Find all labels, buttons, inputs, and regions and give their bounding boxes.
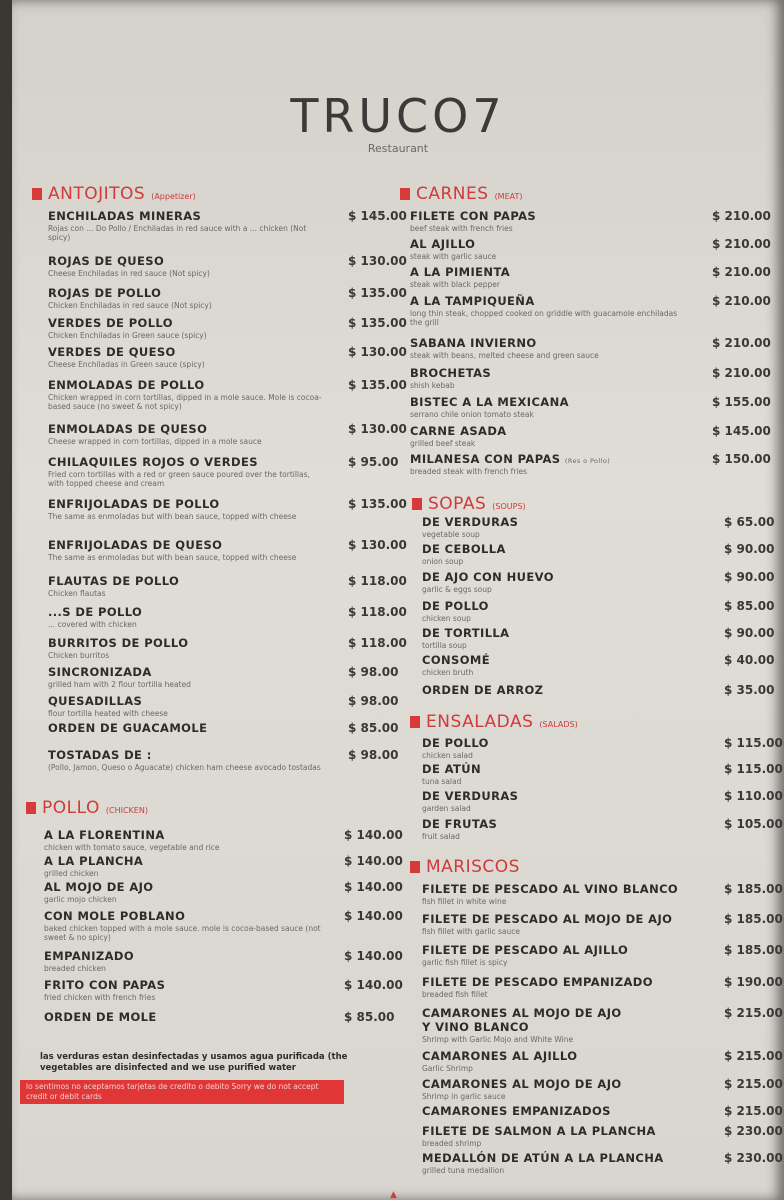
menu-item xyxy=(422,626,776,650)
menu-item xyxy=(422,1151,783,1175)
item-price: $ 130.00 xyxy=(348,254,407,268)
item-name: DE POLLO xyxy=(422,599,489,613)
hygiene-note: las verduras estan desinfectadas y usamos agua purificada (the vegetables are disinfected and we use purified water xyxy=(40,1052,348,1073)
item-description: garden salad xyxy=(422,804,471,813)
item-price: $ 230.00 xyxy=(724,1124,783,1138)
menu-item xyxy=(48,694,399,718)
item-name: A LA PIMIENTA xyxy=(410,265,511,279)
menu-item xyxy=(422,515,776,539)
item-description: breaded fish fillet xyxy=(422,990,488,999)
item-description: grilled chicken xyxy=(44,869,99,878)
item-price: $ 210.00 xyxy=(712,265,771,279)
item-name: DE VERDURAS xyxy=(422,789,519,803)
item-price: $ 90.00 xyxy=(724,542,775,556)
item-price: $ 190.00 xyxy=(724,975,783,989)
item-description: grilled tuna medallion xyxy=(422,1166,505,1175)
menu-item xyxy=(422,1077,783,1101)
section-marker-icon xyxy=(32,188,42,200)
menu-item xyxy=(48,316,407,340)
section-antojitos xyxy=(32,184,196,204)
item-name-extra: (Res o Pollo) xyxy=(564,457,611,465)
section-marker-icon xyxy=(400,188,410,200)
menu-item xyxy=(410,209,776,233)
menu-item xyxy=(48,497,407,521)
item-price: $ 98.00 xyxy=(348,748,399,762)
item-description: beef steak with french fries xyxy=(410,224,513,233)
menu-item xyxy=(410,395,776,419)
item-price: $ 110.00 xyxy=(724,789,783,803)
item-description: serrano chile onion tomato steak xyxy=(410,410,534,419)
item-price: $ 40.00 xyxy=(724,653,775,667)
item-price: $ 135.00 xyxy=(348,316,407,330)
menu-item xyxy=(422,1006,783,1044)
item-description: Chicken burritos xyxy=(48,651,110,660)
item-description: ... covered with chicken xyxy=(48,620,137,629)
item-name: ENMOLADAS DE QUESO xyxy=(48,422,208,436)
item-description: chicken bruth xyxy=(422,668,474,677)
item-price: $ 95.00 xyxy=(348,455,399,469)
menu-item xyxy=(48,254,407,278)
item-description: (Pollo, Jamon, Queso o Aguacate) chicken ham cheese avocado tostadas xyxy=(48,763,321,772)
item-price: $ 140.00 xyxy=(344,909,403,923)
item-description: Chicken Enchiladas in red sauce (Not spicy) xyxy=(48,301,212,310)
item-name: DE ATÚN xyxy=(422,762,482,776)
item-description: fried chicken with french fries xyxy=(44,993,156,1002)
item-price: $ 155.00 xyxy=(712,395,771,409)
menu-item xyxy=(48,538,407,562)
item-description: Fried corn tortillas with a red or green sauce poured over the tortillas, with topped cheese and cream xyxy=(48,470,310,488)
menu-item xyxy=(422,912,783,936)
item-price: $ 98.00 xyxy=(348,665,399,679)
item-price: $ 115.00 xyxy=(724,762,783,776)
item-description: garlic fish fillet is spicy xyxy=(422,958,508,967)
section-title: MARISCOS xyxy=(426,857,520,877)
item-name: VERDES DE QUESO xyxy=(48,345,176,359)
menu-item xyxy=(44,978,403,1002)
item-name: A LA PLANCHA xyxy=(44,854,144,868)
section-subtitle: (SOUPS) xyxy=(492,502,526,511)
item-name: ORDEN DE ARROZ xyxy=(422,683,544,697)
menu-item xyxy=(410,265,776,289)
item-name: QUESADILLAS xyxy=(48,694,143,708)
restaurant-subtitle: Restaurant xyxy=(367,142,429,155)
item-name: CAMARONES EMPANIZADOS xyxy=(422,1104,611,1118)
section-carnes xyxy=(400,184,523,204)
item-description: onion soup xyxy=(422,557,464,566)
section-title: SOPAS xyxy=(428,494,487,514)
section-title: ENSALADAS xyxy=(426,712,534,732)
menu-item xyxy=(48,209,407,242)
item-price: $ 150.00 xyxy=(712,452,771,466)
section-subtitle: (MEAT) xyxy=(494,192,523,201)
item-name: ...S DE POLLO xyxy=(48,605,143,619)
section-title: CARNES xyxy=(416,184,489,204)
item-price: $ 215.00 xyxy=(724,1049,783,1063)
section-sopas xyxy=(412,494,526,514)
item-name: BURRITOS DE POLLO xyxy=(48,636,189,650)
item-price: $ 130.00 xyxy=(348,538,407,552)
item-price: $ 135.00 xyxy=(348,497,407,511)
menu-item xyxy=(410,452,776,476)
menu-page xyxy=(12,0,784,1200)
menu-item xyxy=(422,599,776,623)
item-price: $ 65.00 xyxy=(724,515,775,529)
item-description: tuna salad xyxy=(422,777,462,786)
item-description: tortilla soup xyxy=(422,641,467,650)
item-name: DE AJO CON HUEVO xyxy=(422,570,554,584)
item-description: Shrimp with Garlic Mojo and White Wine xyxy=(422,1035,574,1044)
item-description: long thin steak, chopped cooked on griddle with guacamole enchiladas the grill xyxy=(410,309,678,327)
item-name: CAMARONES AL MOJO DE AJO xyxy=(422,1006,622,1020)
item-name: FILETE DE SALMON A LA PLANCHA xyxy=(422,1124,656,1138)
item-price: $ 145.00 xyxy=(348,209,407,223)
item-description: chicken salad xyxy=(422,751,473,760)
item-price: $ 35.00 xyxy=(724,683,775,697)
menu-item xyxy=(44,880,403,904)
item-price: $ 130.00 xyxy=(348,422,407,436)
item-description: vegetable soup xyxy=(422,530,480,539)
item-price: $ 118.00 xyxy=(348,574,407,588)
menu-item xyxy=(422,817,783,841)
menu-item xyxy=(48,721,399,735)
section-subtitle: (Appetizer) xyxy=(151,192,196,201)
item-price: $ 140.00 xyxy=(344,978,403,992)
item-name: DE CEBOLLA xyxy=(422,542,506,556)
item-name-line2: Y VINO BLANCO xyxy=(422,1020,529,1034)
item-description: Chicken flautas xyxy=(48,589,106,598)
menu-item xyxy=(422,975,783,999)
menu-item xyxy=(48,574,407,598)
item-price: $ 115.00 xyxy=(724,736,783,750)
item-name: DE FRUTAS xyxy=(422,817,498,831)
item-price: $ 185.00 xyxy=(724,882,783,896)
menu-item xyxy=(410,294,776,327)
item-description: fish fillet in white wine xyxy=(422,897,507,906)
menu-item xyxy=(48,636,407,660)
menu-item xyxy=(422,882,783,906)
item-name: BISTEC A LA MEXICANA xyxy=(410,395,569,409)
item-name: FILETE DE PESCADO AL MOJO DE AJO xyxy=(422,912,673,926)
item-description: Cheese wrapped in corn tortillas, dipped in a mole sauce xyxy=(48,437,262,446)
item-price: $ 85.00 xyxy=(348,721,399,735)
item-price: $ 105.00 xyxy=(724,817,783,831)
item-name: ENFRIJOLADAS DE QUESO xyxy=(48,538,223,552)
section-subtitle: (CHICKEN) xyxy=(105,806,148,815)
menu-item xyxy=(410,237,776,261)
item-description: fruit salad xyxy=(422,832,460,841)
section-marker-icon xyxy=(410,716,420,728)
section-pollo xyxy=(26,798,148,818)
menu-item xyxy=(48,422,407,446)
item-price: $ 85.00 xyxy=(344,1010,395,1024)
item-description: Garlic Shrimp xyxy=(422,1064,473,1073)
item-name: CAMARONES AL MOJO DE AJO xyxy=(422,1077,622,1091)
menu-item xyxy=(422,789,783,813)
item-name: ORDEN DE GUACAMOLE xyxy=(48,721,208,735)
item-description: Cheese Enchiladas in Green sauce (spicy) xyxy=(48,360,205,369)
item-name: ORDEN DE MOLE xyxy=(44,1010,157,1024)
item-description: shish kebab xyxy=(410,381,455,390)
item-price: $ 145.00 xyxy=(712,424,771,438)
item-description: breaded shrimp xyxy=(422,1139,482,1148)
item-name: CON MOLE POBLANO xyxy=(44,909,186,923)
menu-item xyxy=(422,736,783,760)
item-description: Cheese Enchiladas in red sauce (Not spicy) xyxy=(48,269,210,278)
item-description: baked chicken topped with a mole sauce. mole is cocoa-based sauce (not sweet & no spicy) xyxy=(44,924,321,942)
item-name-main: MILANESA CON PAPAS xyxy=(410,452,561,466)
menu-item xyxy=(48,605,407,629)
section-mariscos xyxy=(410,857,520,877)
item-price: $ 140.00 xyxy=(344,854,403,868)
item-name: A LA TAMPIQUEÑA xyxy=(410,294,535,308)
menu-item xyxy=(422,542,776,566)
item-price: $ 210.00 xyxy=(712,336,771,350)
item-name: ROJAS DE QUESO xyxy=(48,254,165,268)
item-description: Shrimp in garlic sauce xyxy=(422,1092,506,1101)
section-marker-icon xyxy=(412,498,422,510)
item-price: $ 135.00 xyxy=(348,286,407,300)
menu-item xyxy=(410,336,776,360)
menu-item xyxy=(48,286,407,310)
menu-item xyxy=(48,748,399,772)
item-name: FILETE DE PESCADO AL AJILLO xyxy=(422,943,629,957)
item-name: BROCHETAS xyxy=(410,366,492,380)
item-name: CHILAQUILES ROJOS O VERDES xyxy=(48,455,258,469)
item-description: breaded steak with french fries xyxy=(410,467,528,476)
item-description: Chicken wrapped in corn tortillas, dipped in a mole sauce. Mole is cocoa-based sauce (no sweet & not spicy) xyxy=(48,393,322,411)
menu-item xyxy=(44,909,403,942)
item-description: breaded chicken xyxy=(44,964,106,973)
item-price: $ 130.00 xyxy=(348,345,407,359)
item-name: ENMOLADAS DE POLLO xyxy=(48,378,205,392)
item-name: SABANA INVIERNO xyxy=(410,336,537,350)
item-name: CAMARONES AL AJILLO xyxy=(422,1049,578,1063)
item-price: $ 118.00 xyxy=(348,605,407,619)
item-price: $ 140.00 xyxy=(344,828,403,842)
item-name: ROJAS DE POLLO xyxy=(48,286,162,300)
item-name: AL AJILLO xyxy=(410,237,476,251)
item-price: $ 185.00 xyxy=(724,943,783,957)
item-name: A LA FLORENTINA xyxy=(44,828,165,842)
item-description: steak with black pepper xyxy=(410,280,500,289)
item-description: flour tortilla heated with cheese xyxy=(48,709,168,718)
item-price: $ 140.00 xyxy=(344,949,403,963)
item-name: VERDES DE POLLO xyxy=(48,316,173,330)
menu-item xyxy=(410,424,776,448)
item-price: $ 215.00 xyxy=(724,1077,783,1091)
item-name: FLAUTAS DE POLLO xyxy=(48,574,180,588)
menu-item xyxy=(422,683,776,697)
menu-item xyxy=(422,1104,783,1118)
menu-item xyxy=(422,653,776,677)
menu-item xyxy=(44,1010,395,1024)
item-description: fish fillet with garlic sauce xyxy=(422,927,521,936)
payment-notice-banner: lo sentimos no aceptamos tarjetas de credito o debito Sorry we do not accept credit or debit cards xyxy=(20,1080,344,1104)
item-description: garlic mojo chicken xyxy=(44,895,117,904)
item-name: MEDALLÓN DE ATÚN A LA PLANCHA xyxy=(422,1151,664,1165)
menu-item xyxy=(410,366,776,390)
item-price: $ 185.00 xyxy=(724,912,783,926)
item-price: $ 85.00 xyxy=(724,599,775,613)
item-name: ENCHILADAS MINERAS xyxy=(48,209,202,223)
menu-item xyxy=(48,455,399,488)
item-name: DE VERDURAS xyxy=(422,515,519,529)
item-price: $ 90.00 xyxy=(724,626,775,640)
section-subtitle: (SALADS) xyxy=(539,720,578,729)
item-description: garlic & eggs soup xyxy=(422,585,492,594)
item-name: FRITO CON PAPAS xyxy=(44,978,166,992)
item-name: ENFRIJOLADAS DE POLLO xyxy=(48,497,220,511)
item-price: $ 230.00 xyxy=(724,1151,783,1165)
item-description: Rojas con ... Do Pollo / Enchiladas in red sauce with a ... chicken (Not spicy) xyxy=(48,224,307,242)
brand-header xyxy=(12,89,784,155)
section-ensaladas xyxy=(410,712,578,732)
item-description: chicken with tomato sauce, vegetable and rice xyxy=(44,843,220,852)
menu-item xyxy=(422,943,783,967)
item-name: FILETE DE PESCADO EMPANIZADO xyxy=(422,975,653,989)
item-description: The same as enmoladas but with bean sauce, topped with cheese xyxy=(48,553,297,562)
restaurant-name: TRUCO7 xyxy=(290,89,506,143)
menu-item xyxy=(422,762,783,786)
item-price: $ 210.00 xyxy=(712,294,771,308)
item-price: $ 118.00 xyxy=(348,636,407,650)
item-description: grilled ham with 2 flour tortilla heated xyxy=(48,680,191,689)
menu-item xyxy=(48,665,399,689)
menu-item xyxy=(44,828,403,852)
item-price: $ 140.00 xyxy=(344,880,403,894)
menu-item xyxy=(422,1124,783,1148)
menu-item xyxy=(422,570,776,594)
item-price: $ 210.00 xyxy=(712,209,771,223)
item-name: CARNE ASADA xyxy=(410,424,507,438)
item-name: FILETE DE PESCADO AL VINO BLANCO xyxy=(422,882,679,896)
item-name: EMPANIZADO xyxy=(44,949,135,963)
item-name: DE POLLO xyxy=(422,736,489,750)
item-price: $ 210.00 xyxy=(712,237,771,251)
item-name: DE TORTILLA xyxy=(422,626,510,640)
item-name: TOSTADAS DE : xyxy=(48,748,152,762)
item-name: SINCRONIZADA xyxy=(48,665,152,679)
item-price: $ 215.00 xyxy=(724,1104,783,1118)
section-marker-icon xyxy=(410,861,420,873)
item-price: $ 90.00 xyxy=(724,570,775,584)
item-description: The same as enmoladas but with bean sauce, topped with cheese xyxy=(48,512,297,521)
menu-item xyxy=(48,345,407,369)
item-name: FILETE CON PAPAS xyxy=(410,209,537,223)
menu-item xyxy=(44,854,403,878)
item-description: Chicken Enchiladas in Green sauce (spicy) xyxy=(48,331,207,340)
menu-item xyxy=(422,1049,783,1073)
section-title: POLLO xyxy=(42,798,100,818)
item-name: CONSOMÉ xyxy=(422,653,490,667)
item-price: $ 98.00 xyxy=(348,694,399,708)
item-description: steak with garlic sauce xyxy=(410,252,497,261)
menu-item xyxy=(48,378,407,411)
item-price: $ 210.00 xyxy=(712,366,771,380)
section-title: ANTOJITOS xyxy=(48,184,146,204)
menu-item xyxy=(44,949,403,973)
item-price: $ 215.00 xyxy=(724,1006,783,1020)
item-price: $ 135.00 xyxy=(348,378,407,392)
item-description: steak with beans, melted cheese and green sauce xyxy=(410,351,599,360)
item-description: grilled beef steak xyxy=(410,439,476,448)
section-marker-icon xyxy=(26,802,36,814)
footer-triangle-icon: ▲ xyxy=(390,1190,397,1200)
item-name: AL MOJO DE AJO xyxy=(44,880,154,894)
item-description: chicken soup xyxy=(422,614,471,623)
